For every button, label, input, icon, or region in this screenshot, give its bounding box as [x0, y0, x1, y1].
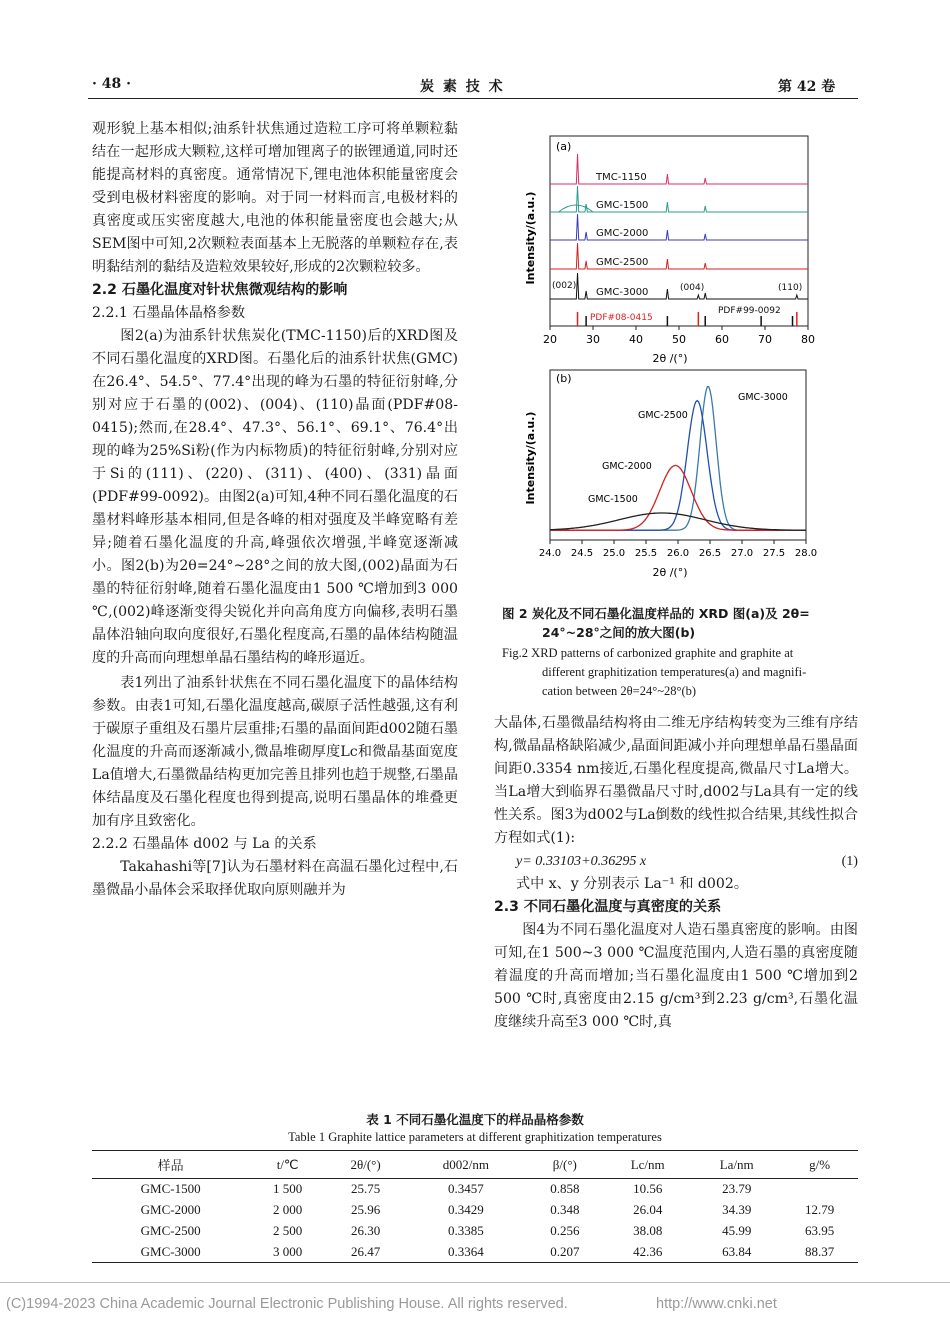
x-axis-label: 2θ /(°) — [652, 566, 688, 579]
zoom-curves — [550, 387, 806, 531]
col-header: d002/nm — [405, 1151, 526, 1179]
caption-zh-2: 24°~28°之间的放大图(b) — [542, 625, 696, 640]
xrd-curve — [550, 154, 808, 184]
table-cell: GMC-2500 — [140, 1223, 201, 1238]
x-tick-label: 70 — [758, 333, 772, 346]
table-row — [92, 1221, 858, 1242]
subsection-heading: 2.2.1 石墨晶体晶格参数 — [92, 305, 246, 321]
table-cell: GMC-2000 — [140, 1202, 201, 1217]
x-tick-label: 27.5 — [762, 548, 786, 559]
table-cell: 2 000 — [273, 1202, 303, 1217]
xrd-chart-b — [520, 368, 820, 593]
annot-110: (110) — [778, 283, 803, 293]
header-rule — [88, 98, 858, 99]
series-label: TMC-1150 — [596, 172, 647, 183]
x-tick-label: 26.5 — [698, 548, 722, 559]
table-cell: 0.3457 — [447, 1181, 484, 1197]
caption-en-2: different graphitization temperatures(a) and magnifi- — [542, 665, 807, 679]
xrd-curve — [550, 273, 808, 299]
caption-en-1: Fig.2 XRD patterns of carbonized graphite and graphite at — [502, 646, 794, 660]
table-cell: 34.39 — [722, 1202, 752, 1217]
copyright: (C)1994-2023 China Academic Journal Electronic Publishing House. All rights reserved. — [6, 1296, 568, 1312]
table-cell: 1 500 — [273, 1181, 303, 1197]
col-header: t/℃ — [249, 1151, 326, 1179]
table-cell: 3 000 — [249, 1242, 326, 1263]
col-header: β/(°) — [526, 1151, 603, 1179]
table-cell: 26.30 — [350, 1223, 381, 1238]
figure-2a — [520, 128, 820, 368]
equation-number: (1) — [841, 853, 858, 869]
right-column — [494, 712, 858, 1034]
caption-zh-1: 图 2 炭化及不同石墨化温度样品的 XRD 图(a)及 2θ= — [502, 606, 810, 621]
series-label: GMC-1500 — [588, 494, 638, 505]
table-cell: 10.56 — [633, 1181, 663, 1197]
equation-body: y= 0.33103+0.36295 x — [516, 853, 647, 869]
paragraph: Takahashi等[7]认为石墨材料在高温石墨化过程中,石墨微晶小晶体会采取择优取向原则融并为 — [92, 859, 458, 898]
table-cell: 0.207 — [526, 1242, 603, 1263]
footer-rule — [0, 1282, 950, 1283]
x-ticks — [539, 540, 817, 559]
table-cell: 0.3429 — [447, 1202, 484, 1217]
series-label: GMC-2500 — [596, 257, 649, 268]
table-row — [92, 1179, 858, 1200]
lattice-table — [92, 1150, 858, 1263]
table-cell: 0.858 — [550, 1181, 580, 1197]
table-caption-zh: 表 1 不同石墨化温度下的样品晶格参数 — [366, 1112, 584, 1127]
xrd-chart-a — [520, 128, 820, 368]
table-caption-en: Table 1 Graphite lattice parameters at different graphitization temperatures — [288, 1130, 662, 1144]
paragraph: 图4为不同石墨化温度对人造石墨真密度的影响。由图可知,在1 500~3 000 ℃温度范围内,人造石墨的真密度随着温度的升高而增加;当石墨化温度由1 500 ℃增加到2 500 ℃时,真密度由2.15 g/cm³到2.23 g/cm³,石墨化温度继续升高至3 000 ℃时,真 — [494, 922, 858, 1030]
broad-peak — [559, 205, 593, 212]
left-column — [92, 118, 458, 902]
paragraph: 图2(a)为油系针状焦炭化(TMC-1150)后的XRD图及不同石墨化温度的XRD图。石墨化后的油系针状焦(GMC)在26.4°、54.5°、77.4°出现的峰为石墨的特征衍射峰,分别对应于石墨的(002)、(004)、(110)晶面(PDF#08-0415);然而,在28.4°、47.3°、56.1°、69.1°、76.4°出现的峰为25%Si粉(作为内标物质)的特征衍射峰,分别对应于Si的(111)、(220)、(311)、(400)、(331)晶面(PDF#99-0092)。由图2(a)可知,4种不同石墨化温度的石墨材料峰形基本相同,但是各峰的相对强度及半峰宽略有差异;随着石墨化温度的升高,峰强依次增强,半峰宽逐渐减小。图2(b)为2θ=24°~28°之间的放大图,(002)晶面为石墨的特征衍射峰,随着石墨化温度由1 500 ℃增加到3 000 ℃,(002)峰逐渐变得尖锐化并向高角度方向偏移,表明石墨晶体沿轴向取向度很好,石墨化程度高,石墨的晶体结构随温度的升高而向理想单晶石墨结构的峰形逼近。 — [92, 328, 458, 666]
x-tick-label: 60 — [715, 333, 729, 346]
x-ticks — [543, 326, 815, 346]
table-cell: 0.256 — [550, 1223, 580, 1238]
col-header: Lc/nm — [603, 1151, 692, 1179]
xrd-curve — [550, 214, 808, 240]
x-tick-label: 28.0 — [794, 548, 818, 559]
xrd-curve — [550, 513, 806, 530]
paragraph: 表1列出了油系针状焦在不同石墨化温度下的晶体结构参数。由表1可知,石墨化温度越高,碳原子活性越强,这有利于碳原子重组及石墨片层重排;石墨的晶面间距d002随石墨化温度的升高而逐渐减小,微晶堆砌厚度Lc和微晶基面宽度La值增大,石墨微晶结构更加完善且排列也趋于规整,石墨晶体结晶度及石墨化程度也得到提高,说明石墨晶体的堆叠更加有序且致密化。 — [92, 675, 458, 829]
page-header — [0, 72, 950, 98]
panel-label: (b) — [556, 372, 572, 385]
x-tick-label: 26.0 — [666, 548, 690, 559]
x-tick-label: 24.0 — [538, 548, 562, 559]
table-row — [92, 1242, 858, 1263]
figure-2b — [520, 368, 820, 593]
table-cell: 63.84 — [692, 1242, 781, 1263]
table-row — [92, 1200, 858, 1221]
x-tick-label: 40 — [629, 333, 643, 346]
panel-label: (a) — [556, 140, 572, 153]
col-header: 2θ/(°) — [326, 1151, 405, 1179]
table-cell: 63.95 — [804, 1223, 835, 1238]
series-label: GMC-3000 — [596, 287, 649, 298]
table-cell: 26.47 — [326, 1242, 405, 1263]
journal-title: 炭 素 技 术 — [420, 79, 505, 95]
volume-label: 第 42 卷 — [778, 79, 836, 95]
series-label: GMC-1500 — [596, 200, 649, 211]
x-tick-label: 50 — [672, 333, 686, 346]
table-cell: 12.79 — [804, 1202, 835, 1217]
annot-004: (004) — [680, 283, 705, 293]
table-cell: 42.36 — [603, 1242, 692, 1263]
x-tick-label: 25.5 — [634, 548, 658, 559]
subsection-heading: 2.2.2 石墨晶体 d002 与 La 的关系 — [92, 836, 317, 852]
annot-002: (002) — [552, 281, 577, 291]
x-tick-label: 24.5 — [570, 548, 594, 559]
table-cell: 26.04 — [633, 1202, 663, 1217]
annot-pdf-a: PDF#08-0415 — [590, 313, 653, 323]
series-label: GMC-3000 — [738, 392, 788, 403]
table-cell: GMC-3000 — [92, 1242, 249, 1263]
xrd-curves — [550, 154, 808, 326]
table-cell: 25.75 — [350, 1181, 381, 1197]
section-heading: 2.2 石墨化温度对针状焦微观结构的影响 — [92, 282, 348, 298]
table-cell: 2 500 — [273, 1223, 303, 1238]
table-cell: 0.348 — [550, 1202, 580, 1217]
site-url: http://www.cnki.net — [656, 1296, 777, 1312]
paragraph: 观形貌上基本相似;油系针状焦通过造粒工序可将单颗粒黏结在一起形成大颗粒,这样可增加锂离子的嵌锂通道,同时还能提高材料的真密度。通常情况下,锂电池体积能量密度会受到电极材料密度的影响。对于同一材料而言,电极材料的真密度或压实密度越大,电池的体积能量密度也会越大;从SEM图中可知,2次颗粒表面基本上无脱落的单颗粒存在,表明黏结剂的黏结及造粒效果较好,形成的2次颗粒较多。 — [92, 121, 458, 275]
x-axis-label: 2θ /(°) — [652, 352, 688, 365]
table-cell: 38.08 — [633, 1223, 663, 1238]
equation-note: 式中 x、y 分别表示 La⁻¹ 和 d002。 — [516, 876, 748, 892]
x-tick-label: 80 — [801, 333, 815, 346]
equation — [494, 850, 858, 873]
table-cell: 0.3364 — [405, 1242, 526, 1263]
section-heading: 2.3 不同石墨化温度与真密度的关系 — [494, 899, 722, 915]
series-label: GMC-2000 — [596, 228, 649, 239]
x-tick-label: 27.0 — [730, 548, 754, 559]
x-tick-label: 25.0 — [602, 548, 626, 559]
col-header: g/% — [781, 1151, 858, 1179]
table-cell — [781, 1179, 858, 1200]
table-cell: 88.37 — [781, 1242, 858, 1263]
table-cell: 25.96 — [350, 1202, 381, 1217]
table-cell: 0.3385 — [447, 1223, 484, 1238]
y-axis-label: Intensity/(a.u.) — [524, 411, 537, 505]
series-label: GMC-2500 — [638, 410, 688, 421]
xrd-curve — [550, 186, 808, 212]
table-cell: GMC-1500 — [140, 1181, 201, 1197]
col-header: 样品 — [92, 1151, 249, 1179]
series-label: GMC-2000 — [602, 461, 652, 472]
page-number: · 48 · — [92, 76, 131, 92]
paragraph: 大晶体,石墨微晶结构将由二维无序结构转变为三维有序结构,微晶晶格缺陷减少,晶面间距减小并向理想单晶石墨晶面间距0.3354 nm接近,石墨化程度提高,微晶尺寸La增大。当La增大到临界石墨微晶尺寸时,d002与La具有一定的线性关系。图3为d002与La倒数的线性拟合结果,其线性拟合方程如式(1): — [494, 715, 858, 846]
caption-en-3: cation between 2θ=24°~28°(b) — [542, 684, 697, 698]
x-tick-label: 30 — [586, 333, 600, 346]
table-cell: 23.79 — [722, 1181, 752, 1197]
y-axis-label: Intensity/(a.u.) — [524, 191, 537, 285]
x-tick-label: 20 — [543, 333, 557, 346]
xrd-curve — [550, 243, 808, 269]
annot-pdf-b: PDF#99-0092 — [718, 306, 781, 316]
figure-caption — [502, 604, 858, 701]
table-header-row — [92, 1151, 858, 1179]
series-labels — [552, 172, 802, 323]
table-cell: 45.99 — [722, 1223, 752, 1238]
col-header: La/nm — [692, 1151, 781, 1179]
